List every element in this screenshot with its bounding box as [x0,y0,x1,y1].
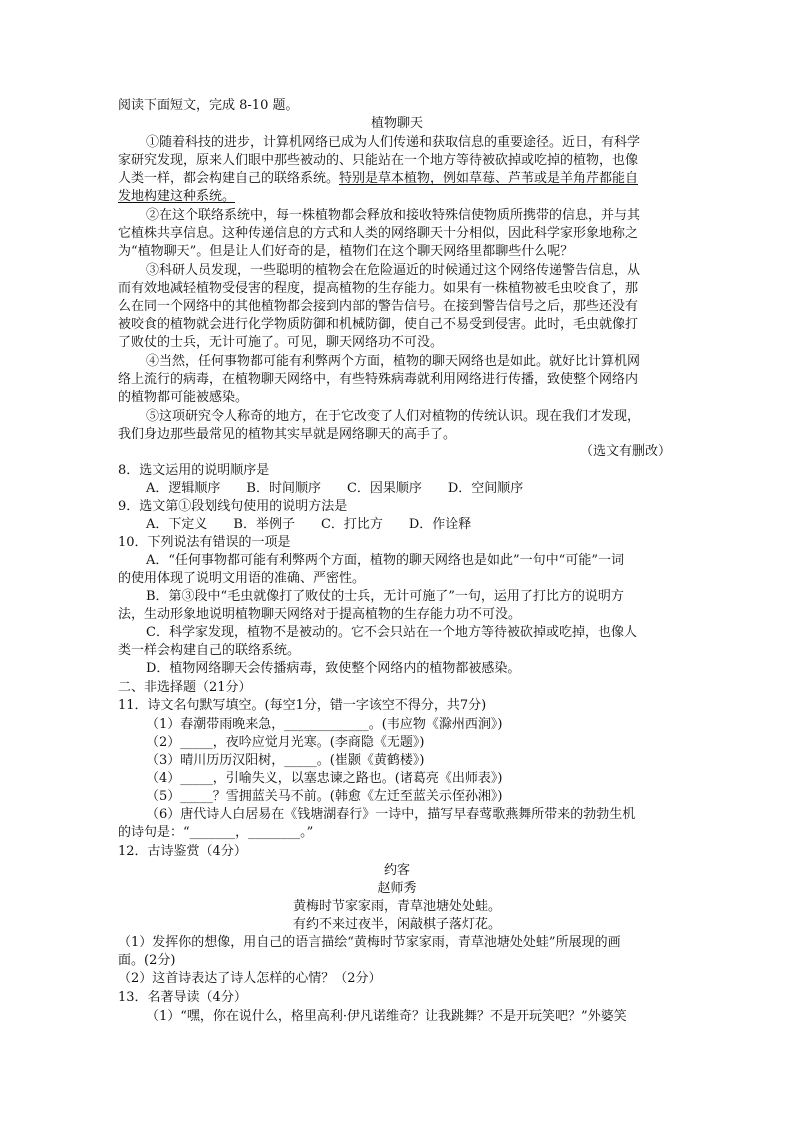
p1-line: ①随着科技的进步，计算机网络已成为人们传递和获取信息的重要途径。近日，有科学 [146,135,641,150]
q12-sub1: （1）发挥你的想像，用自己的语言描绘“黄梅时节家家雨，青草池塘处处蛙”所展现的画 [118,935,621,950]
p1-line: 家研究发现，原来人们眼中那些被动的、只能站在一个地方等待被砍掉或吃掉的植物，也像 [118,153,639,168]
p2-line: 它植株共享信息。这种传递信息的方式和人类的网络聊天十分相似，因此科学家形象地称之 [118,226,639,241]
q12-sub2: （2）这首诗表达了诗人怎样的心情？（2分） [118,971,382,986]
q10-option-c: C．科学家发现，植物不是被动的。它不会只站在一个地方等待被砍掉或吃掉，也像人 [146,625,637,640]
q12-sub1: 面。(2分) [118,953,176,968]
q11-item: （4）_____，引喻失义，以塞忠谏之路也。(诸葛亮《出师表》) [146,771,503,786]
p2-line: 为“植物聊天”。但是让人们好奇的是，植物们在这个聊天网络里都聊些什么呢？ [118,244,574,259]
p2-line: ②在这个联络系统中，每一株植物都会释放和接收特殊信使物质所携带的信息，并与其 [146,208,641,223]
q11-item: 的诗句是：“_______，________。” [118,825,314,840]
p5-line: 我们身边那些最常见的植物其实早就是网络聊天的高手了。 [118,427,457,442]
p3-line: ③科研人员发现，一些聪明的植物会在危险逼近的时候通过这个网络传递警告信息，从 [146,263,641,278]
q9-options: A．下定义 B．举例子 C．打比方 D．作诠释 [146,517,472,532]
q9-stem: 9．选文第①段划线句使用的说明方法是 [118,499,348,514]
q10-option-a: 的使用体现了说明文用语的准确、严密性。 [118,571,366,586]
q12-stem: 12．古诗鉴赏（4分） [118,844,247,859]
article-title: 植物聊天 [370,116,423,131]
q11-stem: 11．诗文名句默写填空。(每空1分，错一字该空不得分，共7分) [118,698,487,713]
instruction: 阅读下面短文，完成 8-10 题。 [118,98,299,113]
p3-line: 而有效地减轻植物受侵害的程度，提高植物的生存能力。如果有一株植物被毛虫咬食了，那 [118,281,639,296]
poem-author: 赵师秀 [377,881,417,896]
q10-option-d: D．植物网络聊天会传播病毒，致使整个网络内的植物都被感染。 [146,661,521,676]
p4-line: 络上流行的病毒，在植物聊天网络中，有些特殊病毒就利用网络进行传播，致使整个网络内 [118,372,639,387]
p4-line: ④当然，任何事物都可能有利弊两个方面，植物的聊天网络也是如此。就好比计算机网 [146,354,641,369]
p3-line: 了败仗的士兵，无计可施了。可见，聊天网络功不可没。 [118,335,444,350]
q11-item: （6）唐代诗人白居易在《钱塘湖春行》一诗中，描写早春莺歌燕舞所带来的勃勃生机 [146,807,636,822]
q11-item: （1）春潮带雨晚来急，_____________。(韦应物《滁州西涧》) [146,717,503,732]
q8-stem: 8．选文运用的说明顺序是 [118,463,270,478]
q10-option-a: A．“任何事物都可能有利弊两个方面，植物的聊天网络也是如此”一句中“可能”一词 [146,553,624,568]
q10-option-c: 类一样会构建自己的联络系统。 [118,643,301,658]
q13-stem: 13．名著导读（4分） [118,990,247,1005]
p3-line: 被咬食的植物就会进行化学物质防御和机械防御，使自己不易受到侵害。此时，毛虫就像打 [118,317,639,332]
q8-options: A．逻辑顺序 B．时间顺序 C．因果顺序 D．空间顺序 [146,481,524,496]
underlined-sentence: 发地构建这种系统。 [118,189,236,204]
source-note: （选文有删改） [580,444,672,459]
underlined-sentence: 特别是草本植物，例如草莓、芦苇或是羊角芹都能自 [339,171,639,186]
q11-item: （3）晴川历历汉阳树，_____。(崔颢《黄鹤楼》) [146,753,425,768]
q11-item: （5）_____？雪拥蓝关马不前。(韩愈《左迁至蓝关示侄孙湘》) [146,789,503,804]
q11-item: （2）_____，夜吟应觉月光寒。(李商隐《无题》) [146,735,425,750]
p1-text: 人类一样，都会构建自己的联络系统。 [118,171,340,186]
poem-title: 约客 [383,863,410,878]
section-heading: 二、非选择题（21分） [118,680,252,695]
p1-line [118,170,638,187]
poem-line: 有约不来过夜半，闲敲棋子落灯花。 [292,917,501,932]
p5-line: ⑤这项研究令人称奇的地方，在于它改变了人们对植物的传统认识。现在我们才发现， [146,409,641,424]
p4-line: 的植物都可能被感染。 [118,390,249,405]
q10-stem: 10．下列说法有错误的一项是 [118,535,291,550]
poem-line: 黄梅时节家家雨，青草池塘处处蛙。 [292,899,501,914]
q10-option-b: B．第③段中“毛虫就像打了败仗的士兵，无计可施了”一句，运用了打比方的说明方 [146,589,624,604]
q10-option-b: 法，生动形象地说明植物聊天网络对于提高植物的生存能力功不可没。 [118,607,522,622]
p3-line: 么在同一个网络中的其他植物都会接到内部的警告信号。在接到警告信号之后，那些还没有 [118,299,639,314]
q13-sub1: （1）“嘿，你在说什么，格里高利·伊凡诺维奇？让我跳舞？不是开玩笑吧？”外婆笑 [146,1009,627,1024]
